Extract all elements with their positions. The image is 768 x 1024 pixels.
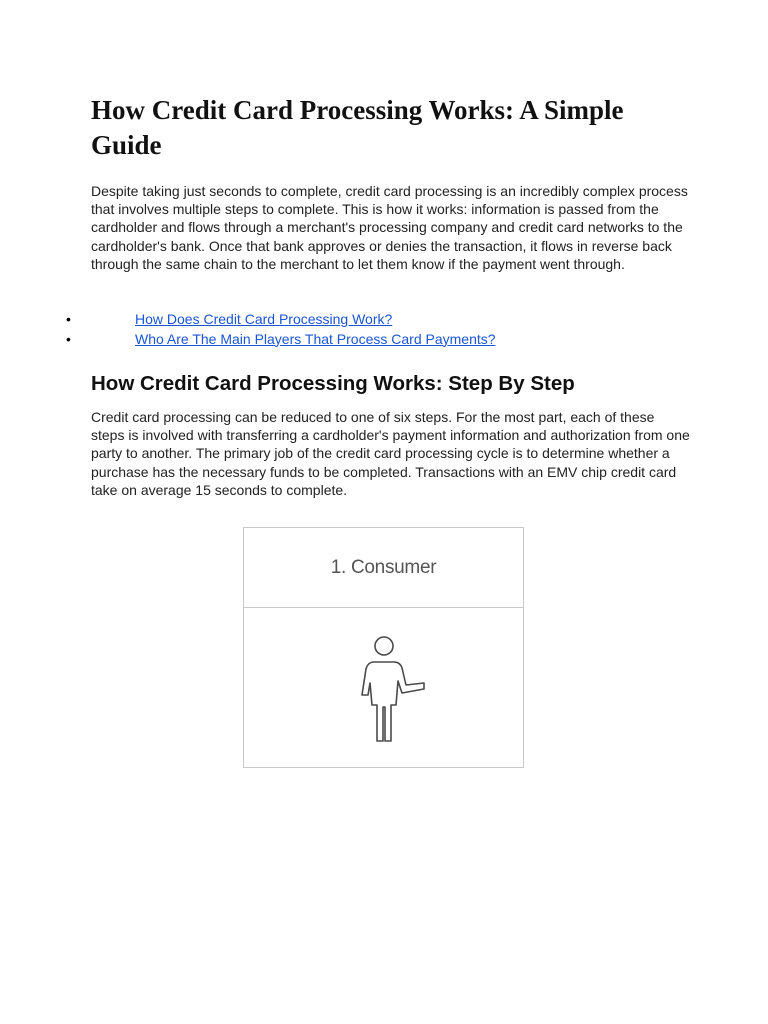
toc-link-how-it-works[interactable]: How Does Credit Card Processing Work? (135, 311, 393, 327)
intro-paragraph: Despite taking just seconds to complete, credit card processing is an incredibly complex process that involves multiple steps to complete. This is how it works: information is passed from the cardholder and flows through a merchant's processing company and credit card networks to the cardholder's bank. Once that bank approves or denies the transaction, it flows in reverse back through the same chain to the merchant to let them know if the payment went through. (91, 183, 688, 272)
bullet-icon: • (66, 330, 71, 347)
step-card (243, 527, 524, 768)
step-card-label: 1. Consumer (330, 556, 437, 578)
section-paragraph: Credit card processing can be reduced to one of six steps. For the most part, each of these steps is involved with transferring a cardholder's payment information and authorization from one party to another. The primary job of the credit card processing cycle is to determine whether a purchase has the necessary funds to be completed. Transactions with an EMV chip credit card take on average 15 seconds to complete. (91, 409, 690, 498)
article-title: How Credit Card Processing Works: A Simple Guide (91, 95, 624, 160)
step-card-header (244, 528, 523, 608)
toc-link-main-players[interactable]: Who Are The Main Players That Process Card Payments? (135, 330, 496, 347)
person-icon (354, 633, 426, 748)
bullet-icon: • (66, 311, 71, 327)
toc-item (0, 330, 768, 350)
toc-item (0, 310, 768, 330)
table-of-contents (0, 310, 768, 349)
section-heading: How Credit Card Processing Works: Step By Step (91, 372, 575, 395)
